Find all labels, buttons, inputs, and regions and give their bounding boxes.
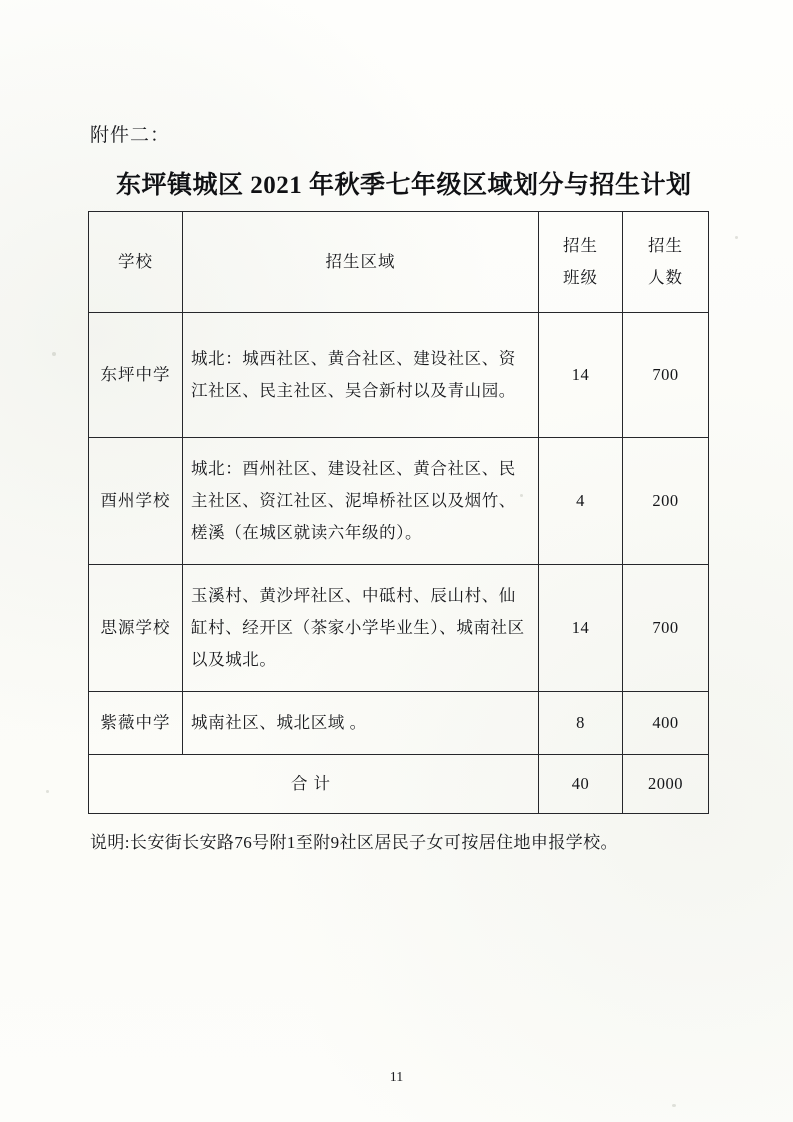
column-header-classes [539,212,623,313]
attachment-label: 附件二： [90,125,171,146]
total-count: 2000 [623,755,709,814]
page-number: 11 [389,1070,404,1085]
cell-area: 玉溪村、黄沙坪社区、中砥村、辰山村、仙缸村、经开区（茶家小学毕业生）、城南社区以及城北。 [183,565,539,692]
scan-artifact [672,1104,676,1107]
table-total-row [89,755,709,814]
scan-artifact [735,236,738,239]
column-header-classes-line2: 班级 [563,268,598,287]
cell-classes: 4 [539,438,623,565]
cell-school: 紫薇中学 [89,692,183,755]
column-header-count-line1: 招生 [648,235,683,255]
table-row [89,313,709,438]
cell-school: 酉州学校 [89,438,183,565]
column-header-area: 招生区域 [183,212,539,313]
table-header-row [89,212,709,313]
cell-count: 200 [623,438,709,565]
column-header-classes-line1: 招生 [563,235,598,255]
table-row [89,692,709,755]
total-classes: 40 [539,755,623,814]
enrollment-plan-table [88,211,709,814]
document-body [88,120,708,853]
cell-classes: 8 [539,692,623,755]
cell-area: 城南社区、城北区域 。 [183,692,539,755]
scan-artifact [52,352,56,356]
scan-artifact [46,790,49,793]
cell-school: 东坪中学 [89,313,183,438]
cell-classes: 14 [539,313,623,438]
cell-classes: 14 [539,565,623,692]
table-note: 说明:长安街长安路76号附1至附9社区居民子女可按居住地申报学校。 [90,833,618,852]
column-header-count [623,212,709,313]
page-title: 东坪镇城区 2021 年秋季七年级区域划分与招生计划 [116,172,692,199]
table-row [89,565,709,692]
column-header-count-line2: 人数 [648,268,683,287]
cell-area: 城北：城西社区、黄合社区、建设社区、资江社区、民主社区、吴合新村以及青山园。 [183,313,539,438]
cell-area: 城北：酉州社区、建设社区、黄合社区、民主社区、资江社区、泥埠桥社区以及烟竹、槎溪（在城区就读六年级的）。 [183,438,539,565]
column-header-school: 学校 [89,212,183,313]
table-row [89,438,709,565]
cell-count: 400 [623,692,709,755]
total-label: 合计 [89,755,539,814]
cell-count: 700 [623,313,709,438]
cell-school: 思源学校 [89,565,183,692]
cell-count: 700 [623,565,709,692]
